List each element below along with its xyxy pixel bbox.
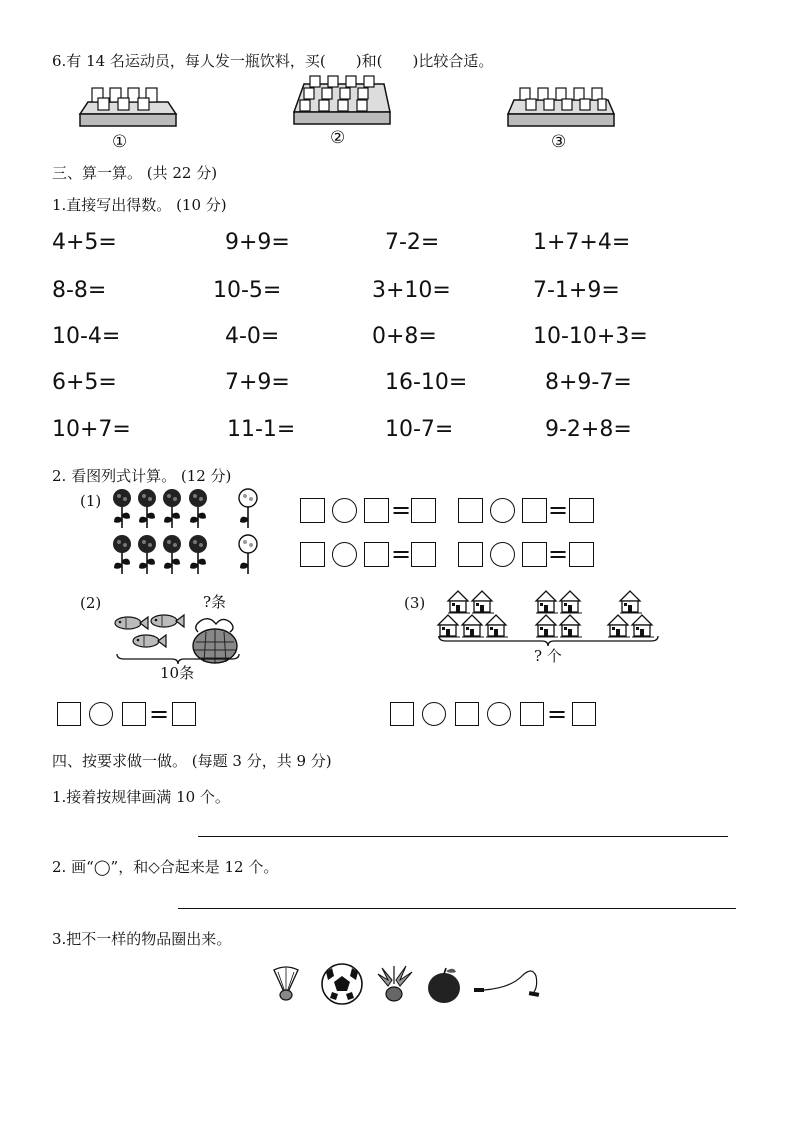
- equals-sign: =: [391, 496, 412, 524]
- problem: 6+5=: [52, 370, 117, 395]
- jump-rope-icon: [474, 971, 539, 997]
- answer-line[interactable]: [198, 836, 728, 837]
- answer-box[interactable]: [411, 542, 436, 567]
- equals-sign: =: [391, 540, 412, 568]
- option-2-label: ②: [330, 128, 346, 148]
- problem: 1+7+4=: [533, 230, 631, 255]
- problem: 8+9-7=: [545, 370, 632, 395]
- shuttlecock-icon: [378, 966, 412, 1001]
- problem: 4+5=: [52, 230, 117, 255]
- answer-box[interactable]: [522, 542, 547, 567]
- answer-box[interactable]: [390, 702, 414, 726]
- question-6: 6.有 14 名运动员，每人发一瓶饮料，买( )和( )比较合适。: [52, 52, 494, 70]
- section-4-q1: 1.接着按规律画满 10 个。: [52, 788, 230, 806]
- problem: 9-2+8=: [545, 417, 632, 442]
- answer-box[interactable]: [569, 542, 594, 567]
- drink-crate-10-icon: [506, 84, 616, 129]
- problem: 10-5=: [213, 278, 282, 303]
- part-3-label: (3): [404, 594, 426, 612]
- problem: 11-1=: [227, 417, 296, 442]
- section-3-q2-title: 2. 看图列式计算。 (12 分): [52, 467, 232, 485]
- soccer-ball-icon: [322, 964, 362, 1004]
- part-2-label: (2): [80, 594, 102, 612]
- problem: 7-2=: [385, 230, 440, 255]
- section-4-q2: 2. 画“◯”，和◇合起来是 12 个。: [52, 858, 279, 876]
- operator-circle[interactable]: [490, 542, 515, 567]
- shuttlecock-icon: [274, 967, 298, 1000]
- answer-box[interactable]: [364, 498, 389, 523]
- part-2-question: ?条: [203, 593, 227, 611]
- option-1-label: ①: [112, 132, 128, 152]
- equals-sign: =: [548, 540, 569, 568]
- houses-picture: [436, 588, 661, 640]
- problem: 8-8=: [52, 278, 107, 303]
- operator-circle[interactable]: [332, 498, 357, 523]
- section-3-q1-title: 1.直接写出得数。 (10 分): [52, 196, 227, 214]
- problem: 10-7=: [385, 417, 454, 442]
- answer-box[interactable]: [520, 702, 544, 726]
- answer-box[interactable]: [364, 542, 389, 567]
- part-2-total: 10条: [160, 664, 195, 682]
- answer-box[interactable]: [572, 702, 596, 726]
- problem: 7+9=: [225, 370, 290, 395]
- part-3-question: ? 个: [534, 647, 562, 665]
- problem: 10+7=: [52, 417, 131, 442]
- equals-sign: =: [548, 496, 569, 524]
- answer-box[interactable]: [300, 542, 325, 567]
- apple-icon: [428, 968, 460, 1003]
- section-3-title: 三、算一算。 (共 22 分): [52, 164, 218, 182]
- answer-box[interactable]: [458, 542, 483, 567]
- answer-box[interactable]: [300, 498, 325, 523]
- answer-box[interactable]: [569, 498, 594, 523]
- answer-box[interactable]: [522, 498, 547, 523]
- answer-box[interactable]: [411, 498, 436, 523]
- problem: 10-10+3=: [533, 324, 648, 349]
- problem: 10-4=: [52, 324, 121, 349]
- items-row: [270, 962, 550, 1007]
- operator-circle[interactable]: [487, 702, 511, 726]
- operator-circle[interactable]: [89, 702, 113, 726]
- problem: 9+9=: [225, 230, 290, 255]
- answer-line[interactable]: [178, 908, 736, 909]
- flowers-picture: [112, 488, 282, 580]
- answer-box[interactable]: [122, 702, 146, 726]
- section-4-title: 四、按要求做一做。 (每题 3 分，共 9 分): [52, 752, 332, 770]
- equals-sign: =: [547, 700, 568, 728]
- answer-box[interactable]: [455, 702, 479, 726]
- problem: 7-1+9=: [533, 278, 620, 303]
- drink-crate-12-icon: [292, 74, 392, 129]
- problem: 3+10=: [372, 278, 451, 303]
- equals-sign: =: [149, 700, 170, 728]
- problem: 0+8=: [372, 324, 437, 349]
- operator-circle[interactable]: [422, 702, 446, 726]
- drink-crate-6-icon: [78, 84, 178, 129]
- answer-box[interactable]: [57, 702, 81, 726]
- part-1-label: (1): [80, 492, 102, 510]
- operator-circle[interactable]: [490, 498, 515, 523]
- answer-box[interactable]: [458, 498, 483, 523]
- section-4-q3: 3.把不一样的物品圈出来。: [52, 930, 232, 948]
- answer-box[interactable]: [172, 702, 196, 726]
- operator-circle[interactable]: [332, 542, 357, 567]
- problem: 16-10=: [385, 370, 468, 395]
- problem: 4-0=: [225, 324, 280, 349]
- option-3-label: ③: [551, 132, 567, 152]
